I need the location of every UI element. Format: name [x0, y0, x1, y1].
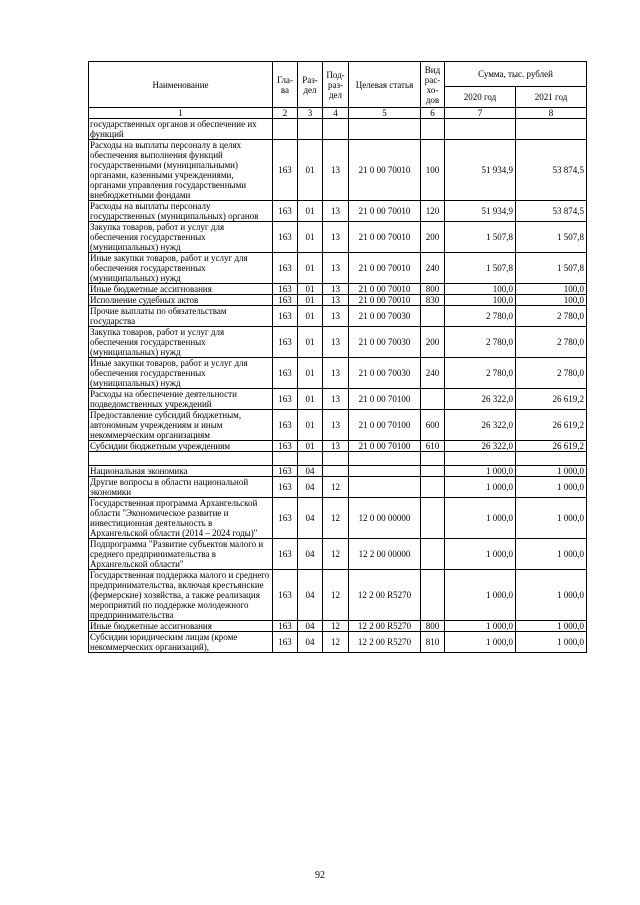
cell-tselevaya [349, 466, 421, 477]
cell-podrazdel: 13 [323, 140, 349, 201]
cell-y2021: 100,0 [516, 284, 587, 295]
cell-razdel [298, 452, 323, 466]
cell-vid: 810 [421, 632, 445, 653]
cell-razdel: 04 [298, 466, 323, 477]
cell-vid [421, 466, 445, 477]
cell-glava: 163 [273, 410, 298, 441]
cell-glava [273, 452, 298, 466]
cell-glava: 163 [273, 358, 298, 389]
cell-glava: 163 [273, 632, 298, 653]
cell-vid: 100 [421, 140, 445, 201]
cell-razdel: 04 [298, 621, 323, 632]
cell-y2021: 1 000,0 [516, 498, 587, 539]
cell-razdel: 01 [298, 306, 323, 327]
cell-y2021: 53 874,5 [516, 140, 587, 201]
cell-tselevaya: 21 0 00 70030 [349, 327, 421, 358]
index-cell: 8 [516, 108, 587, 119]
table-row [89, 222, 587, 253]
cell-podrazdel: 13 [323, 389, 349, 410]
cell-tselevaya: 21 0 00 70030 [349, 306, 421, 327]
index-row [89, 108, 587, 119]
cell-y2020: 100,0 [445, 295, 516, 306]
cell-name: Субсидии бюджетным учреждениям [89, 441, 273, 452]
table-row [89, 140, 587, 201]
cell-glava: 163 [273, 201, 298, 222]
cell-tselevaya: 21 0 00 70010 [349, 253, 421, 284]
cell-razdel: 04 [298, 632, 323, 653]
cell-podrazdel: 13 [323, 410, 349, 441]
table-row [89, 389, 587, 410]
cell-y2020: 1 000,0 [445, 539, 516, 570]
header-podrazdel: Под-раз-дел [323, 62, 349, 108]
index-cell: 6 [421, 108, 445, 119]
cell-vid [421, 306, 445, 327]
cell-y2020 [445, 452, 516, 466]
cell-y2021: 1 000,0 [516, 632, 587, 653]
index-cell: 5 [349, 108, 421, 119]
cell-glava: 163 [273, 621, 298, 632]
cell-podrazdel: 13 [323, 222, 349, 253]
cell-vid: 240 [421, 253, 445, 284]
cell-razdel: 04 [298, 539, 323, 570]
cell-y2021: 26 619,2 [516, 389, 587, 410]
table-row [89, 570, 587, 621]
cell-glava: 163 [273, 327, 298, 358]
cell-podrazdel [323, 466, 349, 477]
cell-name: Закупка товаров, работ и услуг для обеспечения государственных (муниципальных) нужд [89, 327, 273, 358]
cell-vid [421, 119, 445, 140]
cell-y2020: 2 780,0 [445, 358, 516, 389]
cell-name: Закупка товаров, работ и услуг для обеспечения государственных (муниципальных) нужд [89, 222, 273, 253]
cell-name: государственных органов и обеспечение их функций [89, 119, 273, 140]
cell-y2020: 26 322,0 [445, 410, 516, 441]
cell-y2021: 2 780,0 [516, 306, 587, 327]
cell-y2020: 2 780,0 [445, 306, 516, 327]
cell-razdel: 01 [298, 389, 323, 410]
table-row [89, 327, 587, 358]
header-vid: Вид рас-хо-дов [421, 62, 445, 108]
table-row [89, 253, 587, 284]
cell-name: Иные закупки товаров, работ и услуг для обеспечения государственных (муниципальных) нужд [89, 358, 273, 389]
cell-name: Национальная экономика [89, 466, 273, 477]
cell-y2021: 1 000,0 [516, 477, 587, 498]
cell-name: Иные закупки товаров, работ и услуг для обеспечения государственных (муниципальных) нужд [89, 253, 273, 284]
cell-podrazdel: 12 [323, 539, 349, 570]
table-row [89, 632, 587, 653]
cell-y2020: 1 000,0 [445, 632, 516, 653]
cell-name: Исполнение судебных актов [89, 295, 273, 306]
index-cell: 4 [323, 108, 349, 119]
cell-razdel [298, 119, 323, 140]
cell-tselevaya: 21 0 00 70010 [349, 222, 421, 253]
cell-podrazdel: 12 [323, 621, 349, 632]
cell-y2020: 51 934,9 [445, 140, 516, 201]
cell-razdel: 01 [298, 284, 323, 295]
cell-glava: 163 [273, 295, 298, 306]
cell-razdel: 01 [298, 327, 323, 358]
cell-glava: 163 [273, 498, 298, 539]
cell-razdel: 04 [298, 477, 323, 498]
cell-glava: 163 [273, 570, 298, 621]
cell-tselevaya: 21 0 00 70100 [349, 389, 421, 410]
table-row [89, 410, 587, 441]
cell-y2020: 26 322,0 [445, 441, 516, 452]
cell-glava: 163 [273, 539, 298, 570]
cell-razdel: 01 [298, 410, 323, 441]
table-row [89, 498, 587, 539]
cell-y2021: 1 000,0 [516, 570, 587, 621]
cell-name: Государственная программа Архангельской области "Экономическое развитие и инвестиционная деятельность в Архангельской области (2014 – 2024 годы)" [89, 498, 273, 539]
spacer-row [89, 452, 587, 466]
cell-podrazdel: 12 [323, 632, 349, 653]
cell-name: Подпрограмма "Развитие субъектов малого и среднего предпринимательства в Архангельской области" [89, 539, 273, 570]
cell-tselevaya [349, 452, 421, 466]
cell-razdel: 01 [298, 140, 323, 201]
cell-y2021: 100,0 [516, 295, 587, 306]
cell-vid [421, 539, 445, 570]
cell-tselevaya [349, 119, 421, 140]
cell-name: Иные бюджетные ассигнования [89, 284, 273, 295]
cell-y2021: 2 780,0 [516, 358, 587, 389]
cell-tselevaya [349, 477, 421, 498]
table-row [89, 358, 587, 389]
header-name: Наименование [89, 62, 273, 108]
cell-glava: 163 [273, 466, 298, 477]
cell-podrazdel: 12 [323, 498, 349, 539]
cell-glava: 163 [273, 253, 298, 284]
cell-y2021: 1 000,0 [516, 621, 587, 632]
cell-y2020: 1 507,8 [445, 222, 516, 253]
table-row [89, 306, 587, 327]
cell-y2021: 1 507,8 [516, 253, 587, 284]
cell-y2020: 1 000,0 [445, 498, 516, 539]
cell-vid [421, 570, 445, 621]
cell-vid: 200 [421, 222, 445, 253]
index-cell: 2 [273, 108, 298, 119]
cell-name: Предоставление субсидий бюджетным, автономным учреждениям и иным некоммерческим организациям [89, 410, 273, 441]
cell-vid: 600 [421, 410, 445, 441]
cell-glava: 163 [273, 441, 298, 452]
cell-razdel: 04 [298, 570, 323, 621]
cell-razdel: 01 [298, 222, 323, 253]
cell-vid: 200 [421, 327, 445, 358]
cell-tselevaya: 21 0 00 70010 [349, 284, 421, 295]
cell-podrazdel: 12 [323, 570, 349, 621]
cell-vid [421, 477, 445, 498]
cell-vid: 830 [421, 295, 445, 306]
cell-podrazdel: 13 [323, 284, 349, 295]
cell-y2020: 1 000,0 [445, 570, 516, 621]
cell-podrazdel: 12 [323, 477, 349, 498]
cell-podrazdel [323, 119, 349, 140]
header-summa: Сумма, тыс. рублей [445, 62, 587, 87]
table-row [89, 539, 587, 570]
cell-y2020: 1 000,0 [445, 621, 516, 632]
cell-y2020 [445, 119, 516, 140]
cell-razdel: 01 [298, 441, 323, 452]
cell-y2020: 1 000,0 [445, 477, 516, 498]
cell-glava: 163 [273, 140, 298, 201]
cell-podrazdel: 13 [323, 253, 349, 284]
header-2021: 2021 год [516, 87, 587, 108]
cell-name: Субсидии юридическим лицам (кроме некоммерческих организаций), [89, 632, 273, 653]
cell-y2021: 26 619,2 [516, 441, 587, 452]
cell-razdel: 01 [298, 201, 323, 222]
header-tselevaya: Целевая статья [349, 62, 421, 108]
budget-table [88, 61, 587, 653]
cell-vid: 120 [421, 201, 445, 222]
table-row [89, 295, 587, 306]
cell-podrazdel [323, 452, 349, 466]
cell-vid [421, 389, 445, 410]
cell-y2021 [516, 119, 587, 140]
cell-y2020: 1 000,0 [445, 466, 516, 477]
cell-razdel: 04 [298, 498, 323, 539]
cell-name: Иные бюджетные ассигнования [89, 621, 273, 632]
cell-y2021 [516, 452, 587, 466]
cell-name: Расходы на выплаты персоналу государственных (муниципальных) органов [89, 201, 273, 222]
header-glava: Гла-ва [273, 62, 298, 108]
cell-tselevaya: 12 2 00 00000 [349, 539, 421, 570]
cell-y2020: 26 322,0 [445, 389, 516, 410]
cell-name: Прочие выплаты по обязательствам государства [89, 306, 273, 327]
table-row [89, 621, 587, 632]
table-row [89, 119, 587, 140]
cell-tselevaya: 21 0 00 70010 [349, 295, 421, 306]
cell-podrazdel: 13 [323, 441, 349, 452]
cell-tselevaya: 21 0 00 70100 [349, 441, 421, 452]
header-2020: 2020 год [445, 87, 516, 108]
cell-y2020: 2 780,0 [445, 327, 516, 358]
cell-y2020: 1 507,8 [445, 253, 516, 284]
cell-tselevaya: 21 0 00 70010 [349, 201, 421, 222]
cell-tselevaya: 12 2 00 R5270 [349, 632, 421, 653]
index-cell: 3 [298, 108, 323, 119]
cell-glava: 163 [273, 222, 298, 253]
cell-vid [421, 452, 445, 466]
cell-y2021: 26 619,2 [516, 410, 587, 441]
cell-razdel: 01 [298, 295, 323, 306]
cell-y2021: 1 000,0 [516, 539, 587, 570]
cell-razdel: 01 [298, 253, 323, 284]
cell-vid: 800 [421, 621, 445, 632]
index-cell: 7 [445, 108, 516, 119]
cell-glava: 163 [273, 389, 298, 410]
cell-tselevaya: 12 2 00 R5270 [349, 570, 421, 621]
cell-tselevaya: 12 0 00 00000 [349, 498, 421, 539]
table-row [89, 466, 587, 477]
table-body [89, 108, 587, 653]
cell-y2021: 2 780,0 [516, 327, 587, 358]
cell-podrazdel: 13 [323, 306, 349, 327]
cell-name: Расходы на выплаты персоналу в целях обеспечения выполнения функций государственными (муниципальными) органами, казенными учреждениями, органами управления государственными внебюджетными фондами [89, 140, 273, 201]
page-number: 92 [315, 870, 325, 881]
cell-y2021: 1 507,8 [516, 222, 587, 253]
cell-tselevaya: 21 0 00 70030 [349, 358, 421, 389]
table-row [89, 477, 587, 498]
cell-podrazdel: 13 [323, 327, 349, 358]
cell-vid: 240 [421, 358, 445, 389]
cell-y2021: 53 874,5 [516, 201, 587, 222]
cell-vid: 800 [421, 284, 445, 295]
index-cell: 1 [89, 108, 273, 119]
cell-tselevaya: 12 2 00 R5270 [349, 621, 421, 632]
cell-glava: 163 [273, 284, 298, 295]
table-row [89, 284, 587, 295]
cell-tselevaya: 21 0 00 70010 [349, 140, 421, 201]
cell-y2020: 51 934,9 [445, 201, 516, 222]
cell-name [89, 452, 273, 466]
cell-vid: 610 [421, 441, 445, 452]
cell-podrazdel: 13 [323, 295, 349, 306]
cell-glava: 163 [273, 477, 298, 498]
cell-razdel: 01 [298, 358, 323, 389]
table-row [89, 441, 587, 452]
cell-y2021: 1 000,0 [516, 466, 587, 477]
cell-name: Другие вопросы в области национальной экономики [89, 477, 273, 498]
cell-vid [421, 498, 445, 539]
cell-name: Государственная поддержка малого и среднего предпринимательства, включая крестьянские (фермерские) хозяйства, а также реализация мероприятий по поддержке молодежного предпринимательства [89, 570, 273, 621]
header-razdel: Раз-дел [298, 62, 323, 108]
table-row [89, 201, 587, 222]
cell-tselevaya: 21 0 00 70100 [349, 410, 421, 441]
cell-glava [273, 119, 298, 140]
cell-podrazdel: 13 [323, 201, 349, 222]
cell-glava: 163 [273, 306, 298, 327]
cell-podrazdel: 13 [323, 358, 349, 389]
cell-y2020: 100,0 [445, 284, 516, 295]
cell-name: Расходы на обеспечение деятельности подведомственных учреждений [89, 389, 273, 410]
